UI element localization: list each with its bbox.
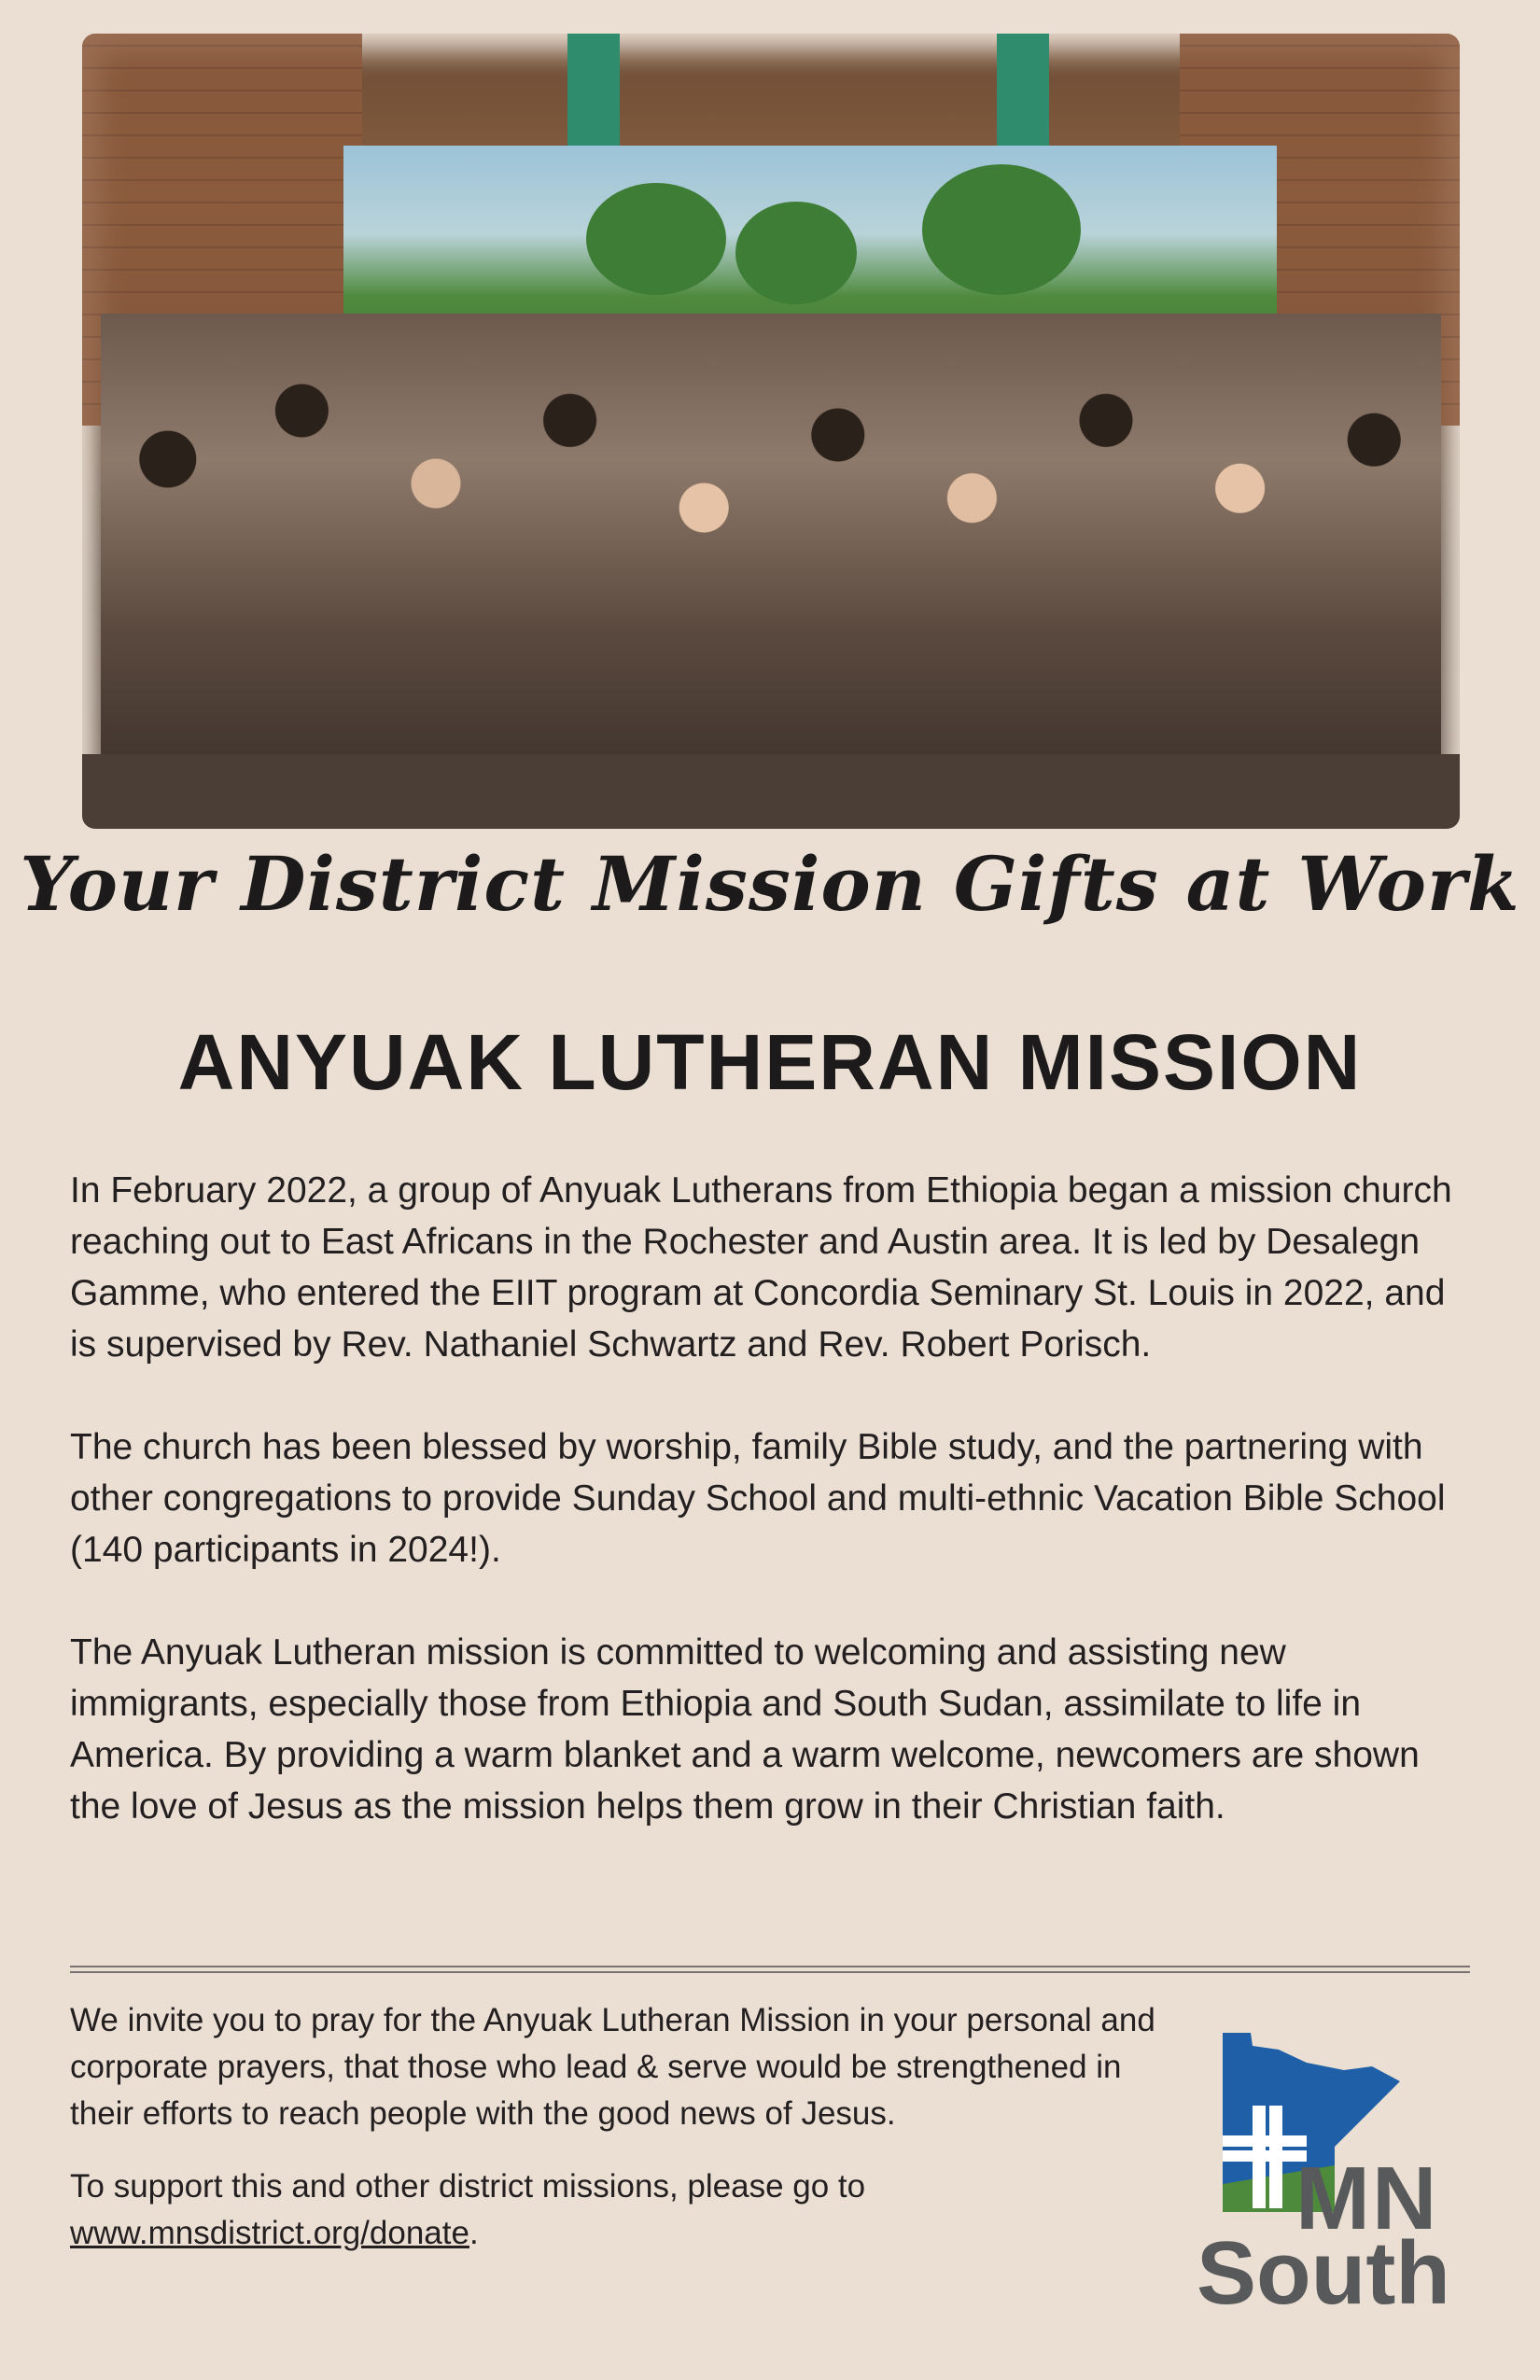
green-pillar [997, 34, 1049, 164]
green-pillar [567, 34, 620, 164]
support-suffix: . [469, 2215, 479, 2251]
children-crowd [101, 314, 1441, 799]
double-divider [70, 1966, 1470, 1973]
script-title: Your District Mission Gifts at Work [20, 840, 1520, 928]
support-text [70, 2163, 1171, 2257]
body-text [70, 1165, 1470, 1832]
logo-text-mn: MN [1295, 2149, 1439, 2248]
donate-link[interactable]: www.mnsdistrict.org/donate [70, 2215, 469, 2251]
support-prefix: To support this and other district missions, please go to [70, 2168, 866, 2205]
paragraph: In February 2022, a group of Anyuak Lutherans from Ethiopia began a mission church reaching out to East Africans in the Rochester and Austin area. It is led by Desalegn Gamme, who entered the EIIT program at Concordia Seminary St. Louis in 2022, and is supervised by Rev. Nathaniel Schwartz and Rev. Robert Porisch. [70, 1170, 1452, 1365]
logo-text-south: South [1197, 2223, 1450, 2323]
backdrop-tree [586, 183, 726, 295]
closing-section [70, 1997, 1171, 2283]
backdrop-tree [922, 164, 1081, 295]
group-photo [82, 34, 1460, 829]
mission-title: ANYUAK LUTHERAN MISSION [177, 1018, 1363, 1106]
stage-floor [82, 754, 1460, 829]
prayer-text: We invite you to pray for the Anyuak Lutheran Mission in your personal and corporate prayers, that those who lead & serve would be strengthened in their efforts to reach people with the good news of Jesus. [70, 2002, 1155, 2132]
paragraph: The church has been blessed by worship, family Bible study, and the partnering with other congregations to provide Sunday School and multi-ethnic Vacation Bible School (140 participants in 2024!). [70, 1427, 1446, 1570]
paragraph: The Anyuak Lutheran mission is committed to welcoming and assisting new immigrants, especially those from Ethiopia and South Sudan, assimilate to life in America. By providing a warm blanket and a warm welcome, newcomers are shown the love of Jesus as the mission helps them grow in their Christian faith. [70, 1632, 1420, 1827]
backdrop-tree [735, 202, 857, 304]
